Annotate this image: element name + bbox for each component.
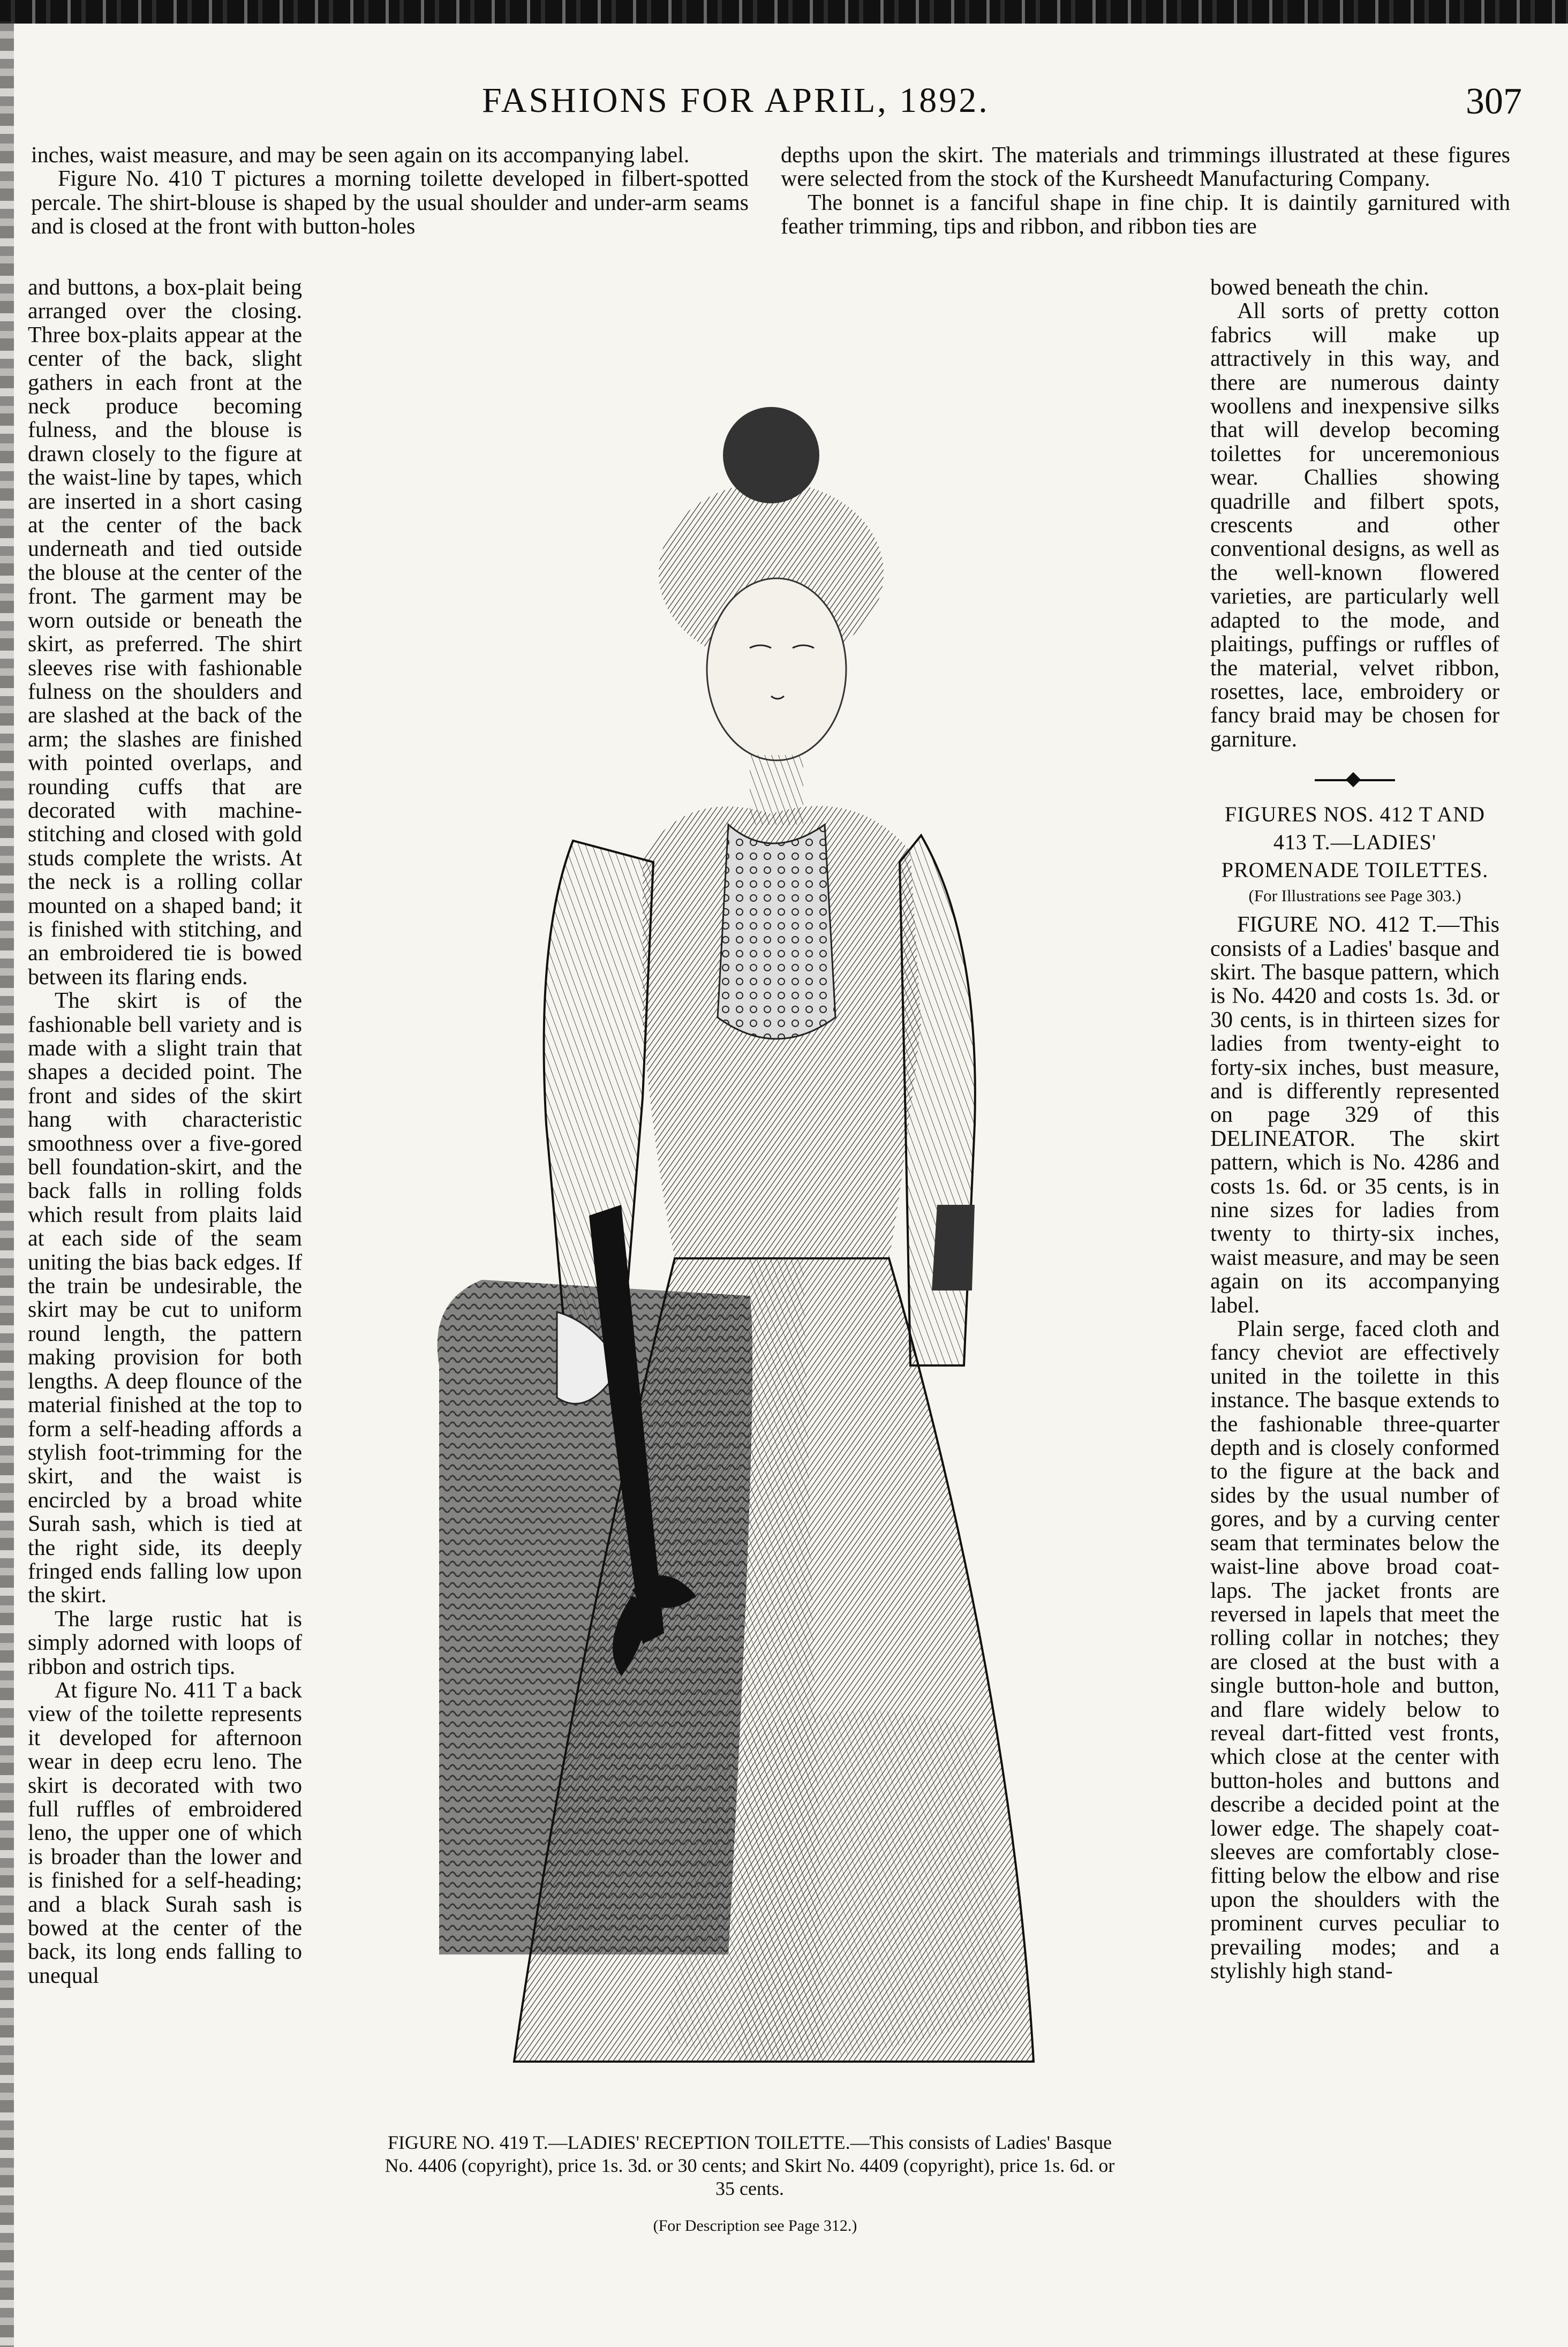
right-top-line: The bonnet is a fanciful shape in fine chip. It is daintily garnitured with feather trimming, tips and ribbon, and ribbon ties are [781, 190, 1510, 239]
paragraph: and buttons, a box-plait being arranged over the closing. Three box-plaits appear at the center of the back, slight gathers in each front at the neck produce becoming fulness, and the blouse is drawn closely to the figure at the waist-line by tapes, which are inserted in a short casing at the center of the back underneath and tied outside the blouse at the center of the front. The garment may be worn outside or beneath the skirt, as preferred. The shirt sleeves rise with fashionable fulness on the shoulders and are slashed at the back of the arm; the slashes are finished with pointed overlaps, and rounding cuffs that are decorated with machine-stitching and closed with gold studs complete the wrists. At the neck is a rolling collar mounted on a shaped band; it is finished with stitching, and an embroidered tie is bowed between its flaring ends. [28, 275, 302, 990]
paragraph: All sorts of pretty cotton fabrics will make up attractively in this way, and there are numerous dainty woollens and inexpensive silks that will develop becoming toilettes for unceremonious wear. Challies showing quadrille and filbert spots, crescents and other conventional designs, as well as the well-known flowered varieties, are particularly well adapted to the mode, and plaitings, puffings or ruffles of the material, velvet ribbon, rosettes, lace, embroidery or fancy braid may be chosen for garniture. [1210, 299, 1499, 752]
page-number: 307 [1466, 81, 1522, 122]
right-column [1210, 276, 1499, 1983]
paragraph: The skirt is of the fashionable bell variety and is made with a slight train that shapes a decided point. The front and sides of the skirt hang with characteristic smoothness over a five-gored bell foundation-skirt, and the back falls in rolling folds which result from plaits laid at each side of the seam uniting the bias back edges. If the train be undesirable, the skirt may be cut to uniform round length, the pattern making provision for both lengths. A deep flounce of the material finished at the top to form a self-heading affords a stylish foot-trimming for the skirt, and the waist is encircled by a broad white Surah sash, which is tied at the right side, its deeply fringed ends falling low upon the skirt. [28, 988, 302, 1608]
page-header [0, 80, 1568, 134]
section-divider [1315, 779, 1395, 781]
paragraph: bowed beneath the chin. [1210, 275, 1429, 300]
page-title: FASHIONS FOR APRIL, 1892. [482, 81, 990, 120]
left-column [28, 276, 302, 1988]
left-top-line: inches, waist measure, and may be seen again on its accompanying label. [31, 143, 690, 168]
paragraph: FIGURE NO. 412 T.—This consists of a Ladies' basque and skirt. The basque pattern, which is No. 4420 and costs 1s. 3d. or 30 cents, is in thirteen sizes for ladies from twenty-eight to forty-six inches, bust measure, and is differently represented on page 329 of this DELINEATOR. The skirt pattern, which is No. 4286 and costs 1s. 6d. or 35 cents, is in nine sizes for ladies from twenty to thirty-six inches, waist measure, and may be seen again on its accompanying label. [1210, 912, 1499, 1318]
left-top-line: Figure No. 410 T pictures a morning toilette developed in filbert-spotted percale. The shirt-blouse is shaped by the usual shoulder and under-arm seams and is closed at the front with button-holes [31, 167, 749, 239]
left-top-text [31, 144, 749, 239]
section-subheading: (For Illustrations see Page 303.) [1248, 886, 1461, 905]
right-top-line: depths upon the skirt. The materials and trimmings illustrated at these figures were selected from the stock of the Kursheedt Manufacturing Company. [781, 143, 1510, 192]
figure-note: (For Description see Page 312.) [653, 2217, 857, 2235]
paragraph: Plain serge, faced cloth and fancy cheviot are effectively united in the toilette in this instance. The basque extends to the fashionable three-quarter depth and is closely conformed to the figure at the back and sides by the usual number of gores, and by a curving center seam that terminates below the waist-line above broad coat-laps. The jacket fronts are reversed in lapels that meet the rolling collar in notches; they are closed at the bust with a single button-hole and button, and flare widely below to reveal dart-fitted vest fronts, which close at the center with button-holes and buttons and describe a decided point at the lower edge. The shapely coat-sleeves are comfortably close-fitting below the elbow and rise upon the shoulders with the prominent curves peculiar to prevailing modes; and a stylishly high stand- [1210, 1317, 1499, 1983]
fashion-illustration [343, 348, 1216, 2126]
top-border [0, 0, 1568, 24]
paragraph: At figure No. 411 T a back view of the toilette represents it developed for afternoon wear in deep ecru leno. The skirt is decorated with two full ruffles of embroidered leno, the upper one of which is broader than the lower and is finished for a self-heading; and a black Surah sash is bowed at the center of the back, its long ends falling to unequal [28, 1678, 302, 1988]
paragraph: The large rustic hat is simply adorned with loops of ribbon and ostrich tips. [28, 1606, 302, 1679]
section-heading: FIGURES NOS. 412 T AND 413 T.—LADIES' PROMENADE TOILETTES. [1221, 802, 1489, 882]
right-top-text [781, 144, 1510, 239]
binding-edge [0, 21, 14, 2347]
figure-caption: FIGURE NO. 419 T.—LADIES' RECEPTION TOILETTE.—This consists of Ladies' Basque No. 4406 (copyright), price 1s. 3d. or 30 cents; and Skirt No. 4409 (copyright), price 1s. 6d. or 35 cents. [385, 2132, 1115, 2199]
